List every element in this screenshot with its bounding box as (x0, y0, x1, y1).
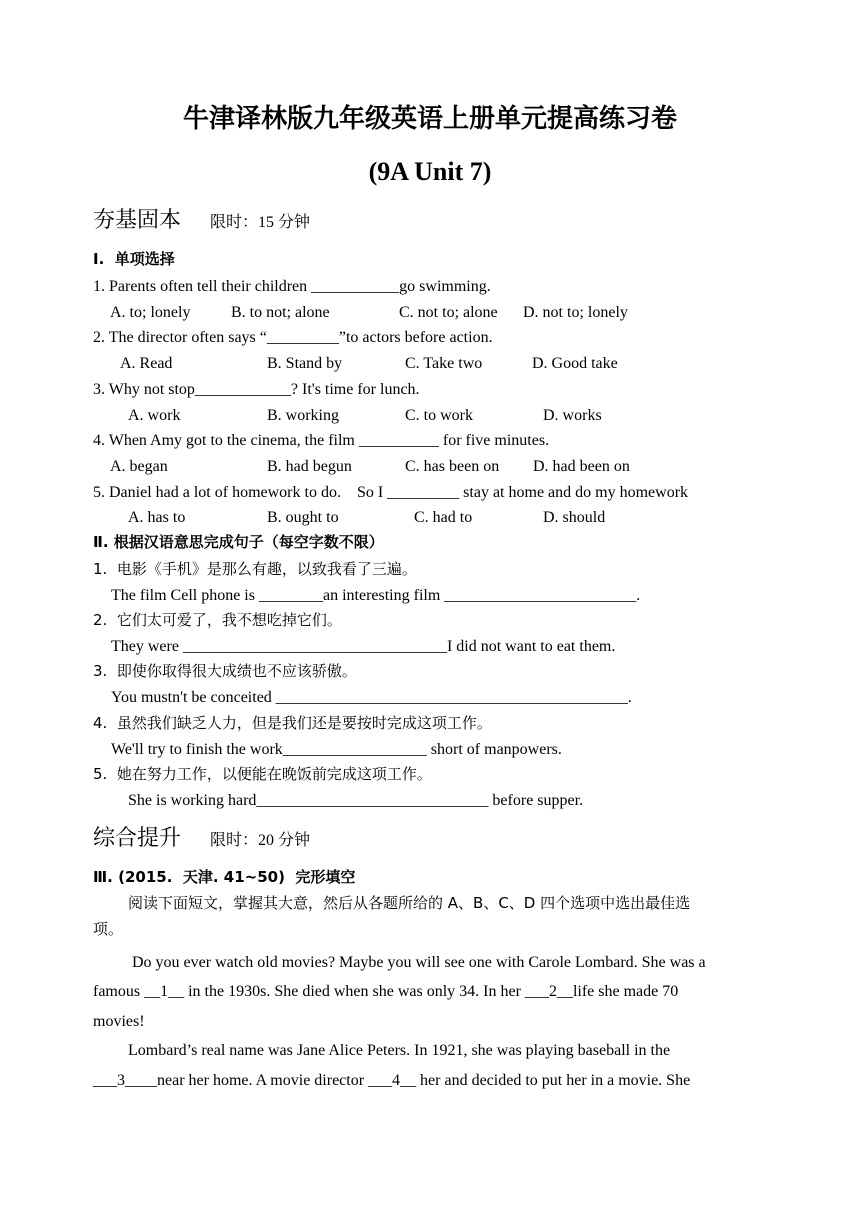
option: C. had to (414, 509, 473, 526)
chinese-prompt: 1. 电影《手机》是那么有趣，以致我看了三遍。 (93, 560, 417, 578)
option: C. not to; alone (399, 304, 498, 321)
option: C. to work (405, 407, 473, 424)
passage-line: Lombard’s real name was Jane Alice Peters. In 1921, she was playing baseball in the (128, 1042, 671, 1059)
english-sentence: We'll try to finish the work__________________ short of manpowers. (111, 741, 562, 758)
chinese-prompt: 4. 虽然我们缺乏人力，但是我们还是要按时完成这项工作。 (93, 714, 492, 732)
option: A. to; lonely (110, 304, 191, 321)
option: C. has been on (405, 458, 500, 475)
part-heading: I. 单项选择 (93, 250, 175, 268)
cloze-instructions: 阅读下面短文，掌握其大意，然后从各题所给的 A、B、C、D 四个选项中选出最佳选 (128, 894, 691, 912)
english-sentence: The film Cell phone is ________an interesting film ________________________. (111, 587, 641, 604)
option: A. began (110, 458, 168, 475)
cloze-instructions: 项。 (93, 920, 124, 938)
section-advanced-time-limit: 限时：20 分钟 (210, 832, 311, 849)
passage-line: famous __1__ in the 1930s. She died when she was only 34. In her ___2__life she made 70 (93, 983, 679, 1000)
english-sentence: She is working hard_____________________________ before supper. (128, 792, 584, 809)
document-title: 牛津译林版九年级英语上册单元提高练习卷 (182, 104, 677, 134)
chinese-prompt: 5. 她在努力工作，以便能在晚饭前完成这项工作。 (93, 765, 432, 783)
passage-line: ___3____near her home. A movie director ___4__ her and decided to put her in a movie. She (93, 1072, 691, 1089)
option: B. to not; alone (231, 304, 330, 321)
question-5: 5. Daniel had a lot of homework to do. So I _________ stay at home and do my homework (93, 484, 689, 501)
question-3: 3. Why not stop____________? It's time for lunch. (93, 381, 420, 398)
option: B. had begun (267, 458, 352, 475)
option: A. has to (128, 509, 186, 526)
option: B. ought to (267, 509, 339, 526)
option: D. had been on (533, 458, 630, 475)
part-heading: Ⅲ. (2015. 天津. 41~50) 完形填空 (93, 868, 356, 886)
document-subtitle: (9A Unit 7) (368, 157, 492, 186)
option: D. works (543, 407, 602, 424)
english-sentence: They were _________________________________I did not want to eat them. (111, 638, 616, 655)
section-advanced-title: 综合提升 (93, 826, 182, 851)
option: B. Stand by (267, 355, 343, 372)
passage-line: movies! (93, 1013, 145, 1030)
question-4: 4. When Amy got to the cinema, the film __________ for five minutes. (93, 432, 550, 449)
option: B. working (267, 407, 339, 424)
section-basic-time-limit: 限时：15 分钟 (210, 214, 311, 231)
option: D. Good take (532, 355, 618, 372)
option: D. not to; lonely (523, 304, 628, 321)
part-heading: Ⅱ. 根据汉语意思完成句子（每空字数不限） (93, 533, 384, 551)
chinese-prompt: 3. 即使你取得很大成绩也不应该骄傲。 (93, 662, 357, 680)
option: A. Read (120, 355, 173, 372)
passage-line: Do you ever watch old movies? Maybe you will see one with Carole Lombard. She was a (128, 954, 706, 971)
chinese-prompt: 2. 它们太可爱了，我不想吃掉它们。 (93, 611, 342, 629)
option: C. Take two (405, 355, 483, 372)
option: A. work (128, 407, 181, 424)
english-sentence: You mustn't be conceited ____________________________________________. (111, 689, 632, 706)
section-basic-title: 夯基固本 (93, 208, 182, 233)
question-1: 1. Parents often tell their children ___________go swimming. (93, 278, 491, 295)
option: D. should (543, 509, 606, 526)
question-2: 2. The director often says “_________”to actors before action. (93, 329, 493, 346)
